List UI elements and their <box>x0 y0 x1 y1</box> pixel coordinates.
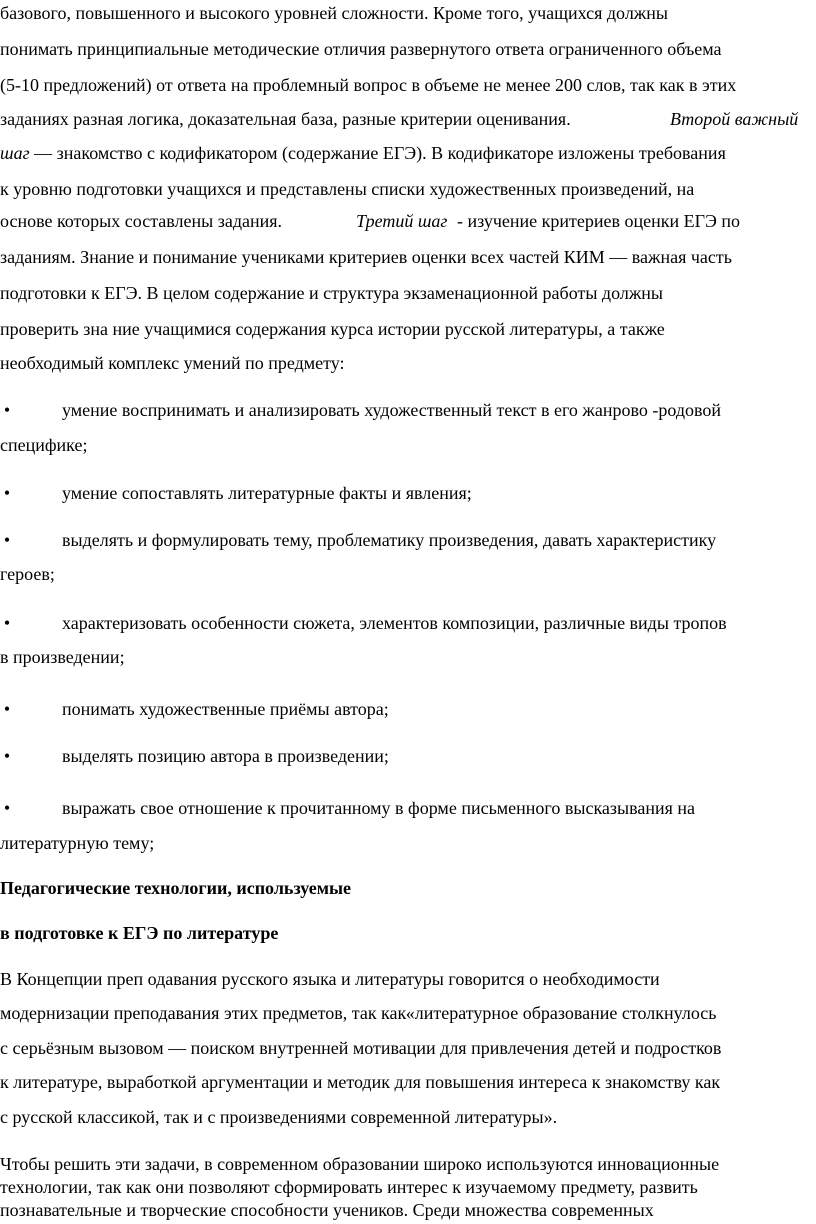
paragraph-line: подготовки к ЕГЭ. В целом содержание и структура экзаменационной работы должны <box>0 283 663 303</box>
paragraph-line <box>0 108 799 130</box>
bullet-icon: • <box>3 483 11 503</box>
paragraph-line: к литературе, выработкой аргументации и методик для повышения интереса к знакомству как <box>0 1072 721 1092</box>
paragraph-line: Чтобы решить эти задачи, в современном образовании широко используются инновационные <box>0 1154 720 1174</box>
paragraph-line: В Концепции преп одавания русского языка и литературы говорится о необходимости <box>0 969 660 989</box>
bullet-icon: • <box>3 530 11 550</box>
bullet-icon: • <box>3 699 11 719</box>
paragraph-text: основе которых составлены задания. <box>0 211 283 231</box>
paragraph-line: (5-10 предложений) от ответа на проблемный вопрос в объеме не менее 200 слов, так как в этих <box>0 75 737 95</box>
paragraph-line <box>0 142 726 164</box>
list-item-text: в произведении; <box>0 647 125 667</box>
italic-phrase: Третий шаг <box>356 211 448 231</box>
paragraph-line: заданиям. Знание и понимание учениками критериев оценки всех частей КИМ — важная часть <box>0 247 732 267</box>
list-item-text: умение воспринимать и анализировать художественный текст в его жанрово -родовой <box>62 400 721 420</box>
list-item-text: выделять и формулировать тему, проблематику произведения, давать характеристику <box>62 530 717 550</box>
list-item-text: характеризовать особенности сюжета, элементов композиции, различные виды тропов <box>62 613 727 633</box>
paragraph-text: заданиях разная логика, доказательная база, разные критерии оценивания. <box>0 109 571 129</box>
paragraph-line: проверить зна ние учащимися содержания курса истории русской литературы, а также <box>0 319 665 339</box>
paragraph-line: понимать принципиальные методические отличия развернутого ответа ограниченного объема <box>0 39 722 59</box>
italic-phrase: Второй важный <box>670 109 799 129</box>
list-item-text: специфике; <box>0 435 88 455</box>
bullet-icon: • <box>3 746 11 766</box>
section-heading: Педагогические технологии, используемые <box>0 878 352 898</box>
paragraph-line: технологии, так как они позволяют сформировать интерес к изучаемому предмету, развить <box>0 1177 698 1197</box>
paragraph-line <box>0 210 741 232</box>
bullet-icon: • <box>3 613 11 633</box>
bullet-icon: • <box>3 400 11 420</box>
list-item-text: выражать свое отношение к прочитанному в форме письменного высказывания на <box>62 798 696 818</box>
list-item-text: литературную тему; <box>0 833 155 853</box>
paragraph-text: — знакомство с кодификатором (содержание ЕГЭ). В кодификаторе изложены требования <box>29 143 726 163</box>
italic-phrase: шаг <box>0 143 30 163</box>
bullet-icon: • <box>3 798 11 818</box>
list-item-text: понимать художественные приёмы автора; <box>62 699 389 719</box>
paragraph-line: с русской классикой, так и с произведениями современной литературы». <box>0 1107 558 1127</box>
paragraph-text: - изучение критериев оценки ЕГЭ по <box>457 211 741 231</box>
list-item-text: героев; <box>0 564 55 584</box>
paragraph-line: познавательные и творческие способности учеников. Среди множества современных <box>0 1200 654 1220</box>
paragraph-line: с серьёзным вызовом — поиском внутренней мотивации для привлечения детей и подростков <box>0 1038 722 1058</box>
paragraph-line: модернизации преподавания этих предметов, так как«литературное образование столкнулось <box>0 1003 717 1023</box>
paragraph-line: необходимый комплекс умений по предмету: <box>0 353 345 373</box>
paragraph-line: к уровню подготовки учащихся и представлены списки художественных произведений, на <box>0 179 695 199</box>
paragraph-line: базового, повышенного и высокого уровней сложности. Кроме того, учащихся должны <box>0 3 668 23</box>
list-item-text: умение сопоставлять литературные факты и явления; <box>62 483 472 503</box>
section-heading: в подготовке к ЕГЭ по литературе <box>0 923 279 943</box>
list-item-text: выделять позицию автора в произведении; <box>62 746 389 766</box>
